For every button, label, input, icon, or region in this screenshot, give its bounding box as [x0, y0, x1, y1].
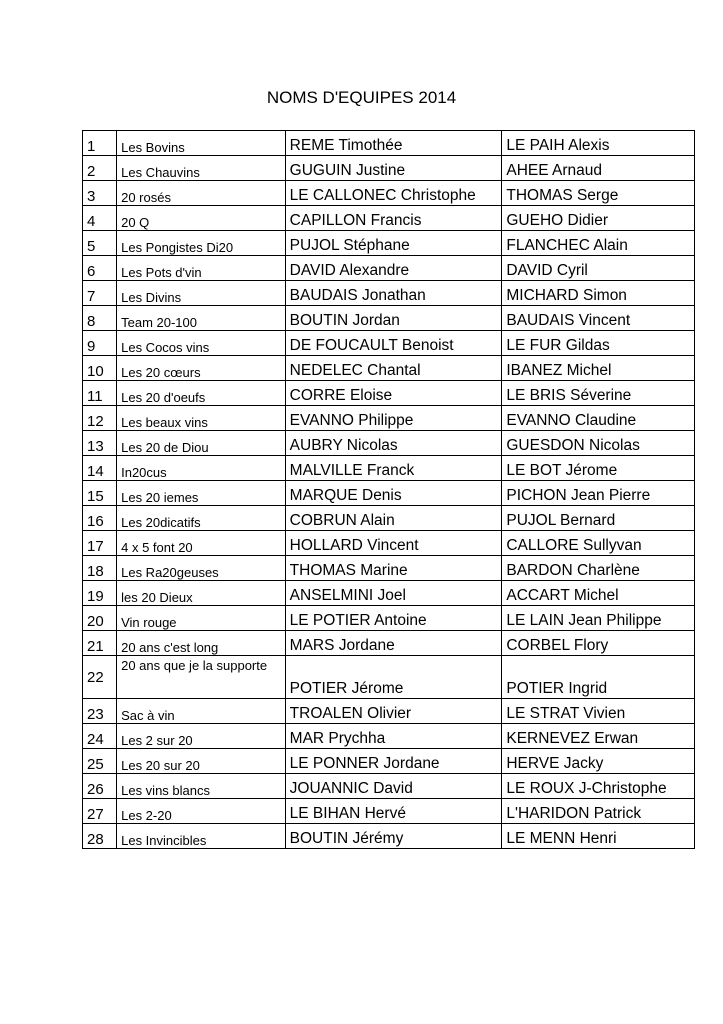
table-row: [83, 774, 695, 799]
team-name-cell: In20cus: [117, 456, 286, 481]
team-number-cell: 6: [83, 256, 117, 281]
player-two-cell: CORBEL Flory: [502, 631, 695, 656]
team-number-cell: 5: [83, 231, 117, 256]
team-number-cell: 17: [83, 531, 117, 556]
table-row: [83, 156, 695, 181]
player-one-cell: ANSELMINI Joel: [285, 581, 502, 606]
player-one-cell: MAR Prychha: [285, 724, 502, 749]
team-number-cell: 22: [83, 656, 117, 699]
team-number-cell: 27: [83, 799, 117, 824]
team-name-cell: Les Pongistes Di20: [117, 231, 286, 256]
team-name-cell: Les Pots d'vin: [117, 256, 286, 281]
player-one-cell: JOUANNIC David: [285, 774, 502, 799]
player-one-cell: COBRUN Alain: [285, 506, 502, 531]
table-row: [83, 699, 695, 724]
team-name-cell: Les 2 sur 20: [117, 724, 286, 749]
table-row: [83, 531, 695, 556]
page-title: NOMS D'EQUIPES 2014: [266, 88, 457, 107]
team-name-cell: Les 20 d'oeufs: [117, 381, 286, 406]
table-row: [83, 799, 695, 824]
team-number-cell: 4: [83, 206, 117, 231]
player-two-cell: GUESDON Nicolas: [502, 431, 695, 456]
table-row: [83, 824, 695, 849]
player-one-cell: MARQUE Denis: [285, 481, 502, 506]
player-two-cell: THOMAS Serge: [502, 181, 695, 206]
player-two-cell: FLANCHEC Alain: [502, 231, 695, 256]
team-number-cell: 12: [83, 406, 117, 431]
table-row: [83, 181, 695, 206]
table-row: [83, 724, 695, 749]
team-name-cell: Les Chauvins: [117, 156, 286, 181]
team-name-cell: Les Divins: [117, 281, 286, 306]
player-two-cell: HERVE Jacky: [502, 749, 695, 774]
team-number-cell: 14: [83, 456, 117, 481]
player-one-cell: GUGUIN Justine: [285, 156, 502, 181]
table-row: [83, 506, 695, 531]
team-name-cell: Les 20 sur 20: [117, 749, 286, 774]
team-number-cell: 3: [83, 181, 117, 206]
player-one-cell: EVANNO Philippe: [285, 406, 502, 431]
table-row: [83, 256, 695, 281]
team-name-cell: Les 2-20: [117, 799, 286, 824]
player-one-cell: LE BIHAN Hervé: [285, 799, 502, 824]
player-one-cell: HOLLARD Vincent: [285, 531, 502, 556]
player-two-cell: LE BRIS Séverine: [502, 381, 695, 406]
team-number-cell: 10: [83, 356, 117, 381]
table-row: [83, 231, 695, 256]
table-row: [83, 406, 695, 431]
team-name-cell: 20 ans c'est long: [117, 631, 286, 656]
table-row: [83, 606, 695, 631]
player-two-cell: KERNEVEZ Erwan: [502, 724, 695, 749]
player-two-cell: ACCART Michel: [502, 581, 695, 606]
table-row: [83, 381, 695, 406]
player-one-cell: BAUDAIS Jonathan: [285, 281, 502, 306]
team-name-cell: Les Invincibles: [117, 824, 286, 849]
team-name-cell: Les 20dicatifs: [117, 506, 286, 531]
team-name-cell: 20 ans que je la supporte: [117, 656, 286, 699]
team-number-cell: 13: [83, 431, 117, 456]
player-two-cell: EVANNO Claudine: [502, 406, 695, 431]
player-one-cell: BOUTIN Jordan: [285, 306, 502, 331]
player-one-cell: CAPILLON Francis: [285, 206, 502, 231]
player-two-cell: LE MENN Henri: [502, 824, 695, 849]
table-row: [83, 556, 695, 581]
player-two-cell: LE BOT Jérome: [502, 456, 695, 481]
team-number-cell: 16: [83, 506, 117, 531]
team-number-cell: 28: [83, 824, 117, 849]
team-name-cell: Les Ra20geuses: [117, 556, 286, 581]
player-one-cell: CORRE Eloise: [285, 381, 502, 406]
player-two-cell: LE ROUX J-Christophe: [502, 774, 695, 799]
team-number-cell: 26: [83, 774, 117, 799]
team-number-cell: 15: [83, 481, 117, 506]
player-one-cell: THOMAS Marine: [285, 556, 502, 581]
team-number-cell: 2: [83, 156, 117, 181]
table-row: [83, 631, 695, 656]
player-one-cell: POTIER Jérome: [285, 656, 502, 699]
team-name-cell: 4 x 5 font 20: [117, 531, 286, 556]
player-two-cell: BARDON Charlène: [502, 556, 695, 581]
team-number-cell: 11: [83, 381, 117, 406]
table-row: [83, 331, 695, 356]
team-name-cell: Les beaux vins: [117, 406, 286, 431]
player-one-cell: TROALEN Olivier: [285, 699, 502, 724]
player-one-cell: REME Timothée: [285, 131, 502, 156]
team-name-cell: Vin rouge: [117, 606, 286, 631]
team-number-cell: 21: [83, 631, 117, 656]
table-row: [83, 749, 695, 774]
team-number-cell: 24: [83, 724, 117, 749]
team-number-cell: 23: [83, 699, 117, 724]
player-one-cell: DE FOUCAULT Benoist: [285, 331, 502, 356]
player-two-cell: L'HARIDON Patrick: [502, 799, 695, 824]
player-one-cell: PUJOL Stéphane: [285, 231, 502, 256]
team-name-cell: Sac à vin: [117, 699, 286, 724]
team-name-cell: Les 20 iemes: [117, 481, 286, 506]
team-number-cell: 7: [83, 281, 117, 306]
player-one-cell: LE POTIER Antoine: [285, 606, 502, 631]
teams-table: [82, 130, 695, 849]
team-name-cell: Les Cocos vins: [117, 331, 286, 356]
player-two-cell: PUJOL Bernard: [502, 506, 695, 531]
team-name-cell: 20 rosés: [117, 181, 286, 206]
team-name-cell: les 20 Dieux: [117, 581, 286, 606]
player-one-cell: NEDELEC Chantal: [285, 356, 502, 381]
player-two-cell: CALLORE Sullyvan: [502, 531, 695, 556]
player-one-cell: LE CALLONEC Christophe: [285, 181, 502, 206]
table-row: [83, 481, 695, 506]
table-row: [83, 456, 695, 481]
team-name-cell: Les 20 cœurs: [117, 356, 286, 381]
player-one-cell: MALVILLE Franck: [285, 456, 502, 481]
table-row: [83, 581, 695, 606]
player-two-cell: LE FUR Gildas: [502, 331, 695, 356]
team-number-cell: 20: [83, 606, 117, 631]
team-number-cell: 1: [83, 131, 117, 156]
team-name-cell: 20 Q: [117, 206, 286, 231]
player-two-cell: LE LAIN Jean Philippe: [502, 606, 695, 631]
player-one-cell: BOUTIN Jérémy: [285, 824, 502, 849]
table-row: [83, 431, 695, 456]
player-two-cell: IBANEZ Michel: [502, 356, 695, 381]
player-two-cell: MICHARD Simon: [502, 281, 695, 306]
team-name-cell: Les 20 de Diou: [117, 431, 286, 456]
team-number-cell: 25: [83, 749, 117, 774]
team-number-cell: 18: [83, 556, 117, 581]
player-two-cell: AHEE Arnaud: [502, 156, 695, 181]
player-one-cell: AUBRY Nicolas: [285, 431, 502, 456]
player-two-cell: PICHON Jean Pierre: [502, 481, 695, 506]
player-two-cell: GUEHO Didier: [502, 206, 695, 231]
team-name-cell: Team 20-100: [117, 306, 286, 331]
table-row: [83, 206, 695, 231]
player-one-cell: DAVID Alexandre: [285, 256, 502, 281]
player-one-cell: LE PONNER Jordane: [285, 749, 502, 774]
player-two-cell: LE STRAT Vivien: [502, 699, 695, 724]
player-two-cell: BAUDAIS Vincent: [502, 306, 695, 331]
team-number-cell: 19: [83, 581, 117, 606]
table-row: [83, 656, 695, 699]
player-one-cell: MARS Jordane: [285, 631, 502, 656]
team-number-cell: 8: [83, 306, 117, 331]
team-name-cell: Les Bovins: [117, 131, 286, 156]
table-row: [83, 306, 695, 331]
teams-table-body: [83, 131, 695, 849]
team-number-cell: 9: [83, 331, 117, 356]
table-row: [83, 131, 695, 156]
table-row: [83, 356, 695, 381]
table-row: [83, 281, 695, 306]
player-two-cell: LE PAIH Alexis: [502, 131, 695, 156]
team-name-cell: Les vins blancs: [117, 774, 286, 799]
player-two-cell: DAVID Cyril: [502, 256, 695, 281]
player-two-cell: POTIER Ingrid: [502, 656, 695, 699]
